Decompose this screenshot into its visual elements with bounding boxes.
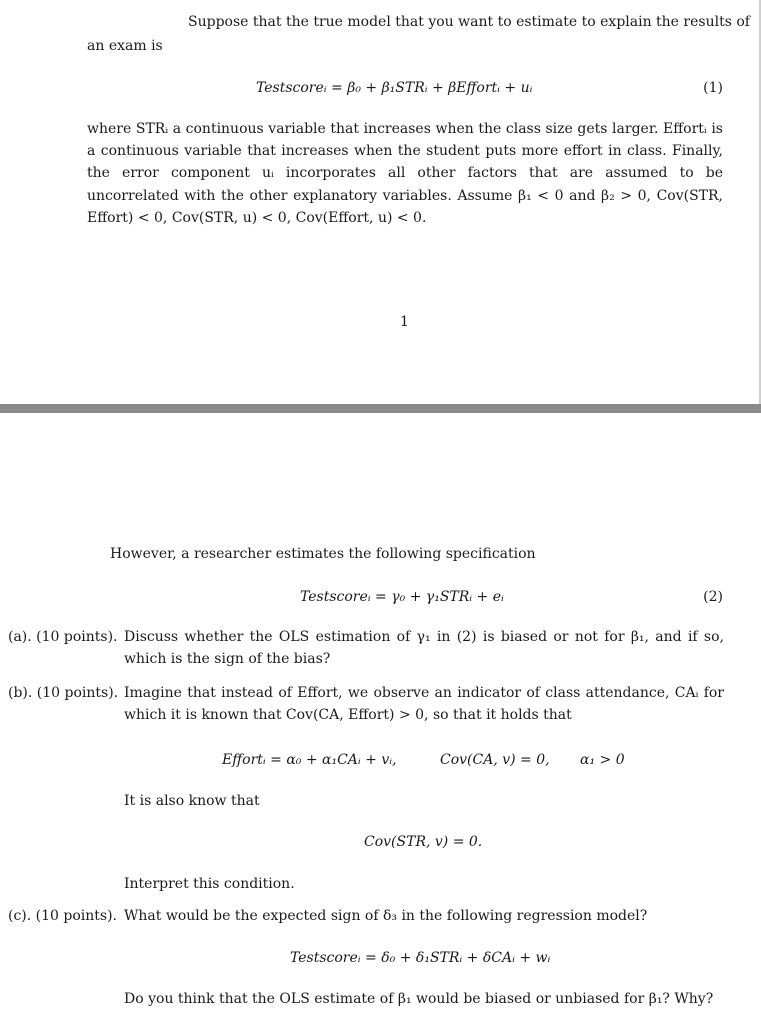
- however-line: However, a researcher estimates the following specification: [110, 546, 536, 562]
- equation-1: Testscoreᵢ = β₀ + β₁STRᵢ + βEffortᵢ + uᵢ: [256, 80, 533, 96]
- equation-1-number: (1): [703, 80, 723, 96]
- document-page-1: [0, 0, 761, 404]
- part-a-text: Discuss whether the OLS estimation of γ₁ in (2) is biased or not for β₁, and if so, which is the sign of the bias?: [124, 629, 724, 667]
- effort-equation: Effortᵢ = α₀ + α₁CAᵢ + vᵢ,: [222, 752, 397, 768]
- document-page-2: [0, 413, 761, 1024]
- cov-ca-v: Cov(CA, v) = 0,: [440, 752, 550, 768]
- page-number: 1: [400, 314, 409, 330]
- equation-2-number: (2): [703, 589, 723, 605]
- final-question: Do you think that the OLS estimate of β₁ would be biased or unbiased for β₁? Why?: [124, 991, 714, 1007]
- assumptions-paragraph: where STRᵢ a continuous variable that increases when the class size gets larger. Effortᵢ is a continuous variable that increases when the student puts more effort in class. Finally, the error component uᵢ incorporates all other factors that are assumed to be uncorrelated with the other explanatory variables. Assume β₁ < 0 and β₂ > 0, Cov(STR, Effort) < 0, Cov(STR, u) < 0, Cov(Effort, u) < 0.: [87, 121, 723, 226]
- part-a-label: (a). (10 points).: [8, 629, 118, 645]
- equation-2: Testscoreᵢ = γ₀ + γ₁STRᵢ + eᵢ: [300, 589, 504, 605]
- equation-3: Testscoreᵢ = δ₀ + δ₁STRᵢ + δCAᵢ + wᵢ: [290, 950, 551, 966]
- part-b-label: (b). (10 points).: [8, 685, 119, 701]
- page-separator: [0, 404, 761, 413]
- also-know-line: It is also know that: [124, 793, 260, 809]
- part-c-text: What would be the expected sign of δ₃ in the following regression model?: [124, 908, 648, 924]
- cov-str-v: Cov(STR, v) = 0.: [364, 834, 483, 850]
- part-c-label: (c). (10 points).: [8, 908, 117, 924]
- intro-line-1: Suppose that the true model that you want to estimate to explain the results of: [188, 14, 750, 30]
- interpret-line: Interpret this condition.: [124, 876, 295, 892]
- part-b-text: Imagine that instead of Effort, we observe an indicator of class attendance, CAᵢ for which it is known that Cov(CA, Effort) > 0, so that it holds that: [124, 685, 724, 723]
- intro-line-2: an exam is: [87, 38, 163, 54]
- alpha1-condition: α₁ > 0: [580, 752, 625, 768]
